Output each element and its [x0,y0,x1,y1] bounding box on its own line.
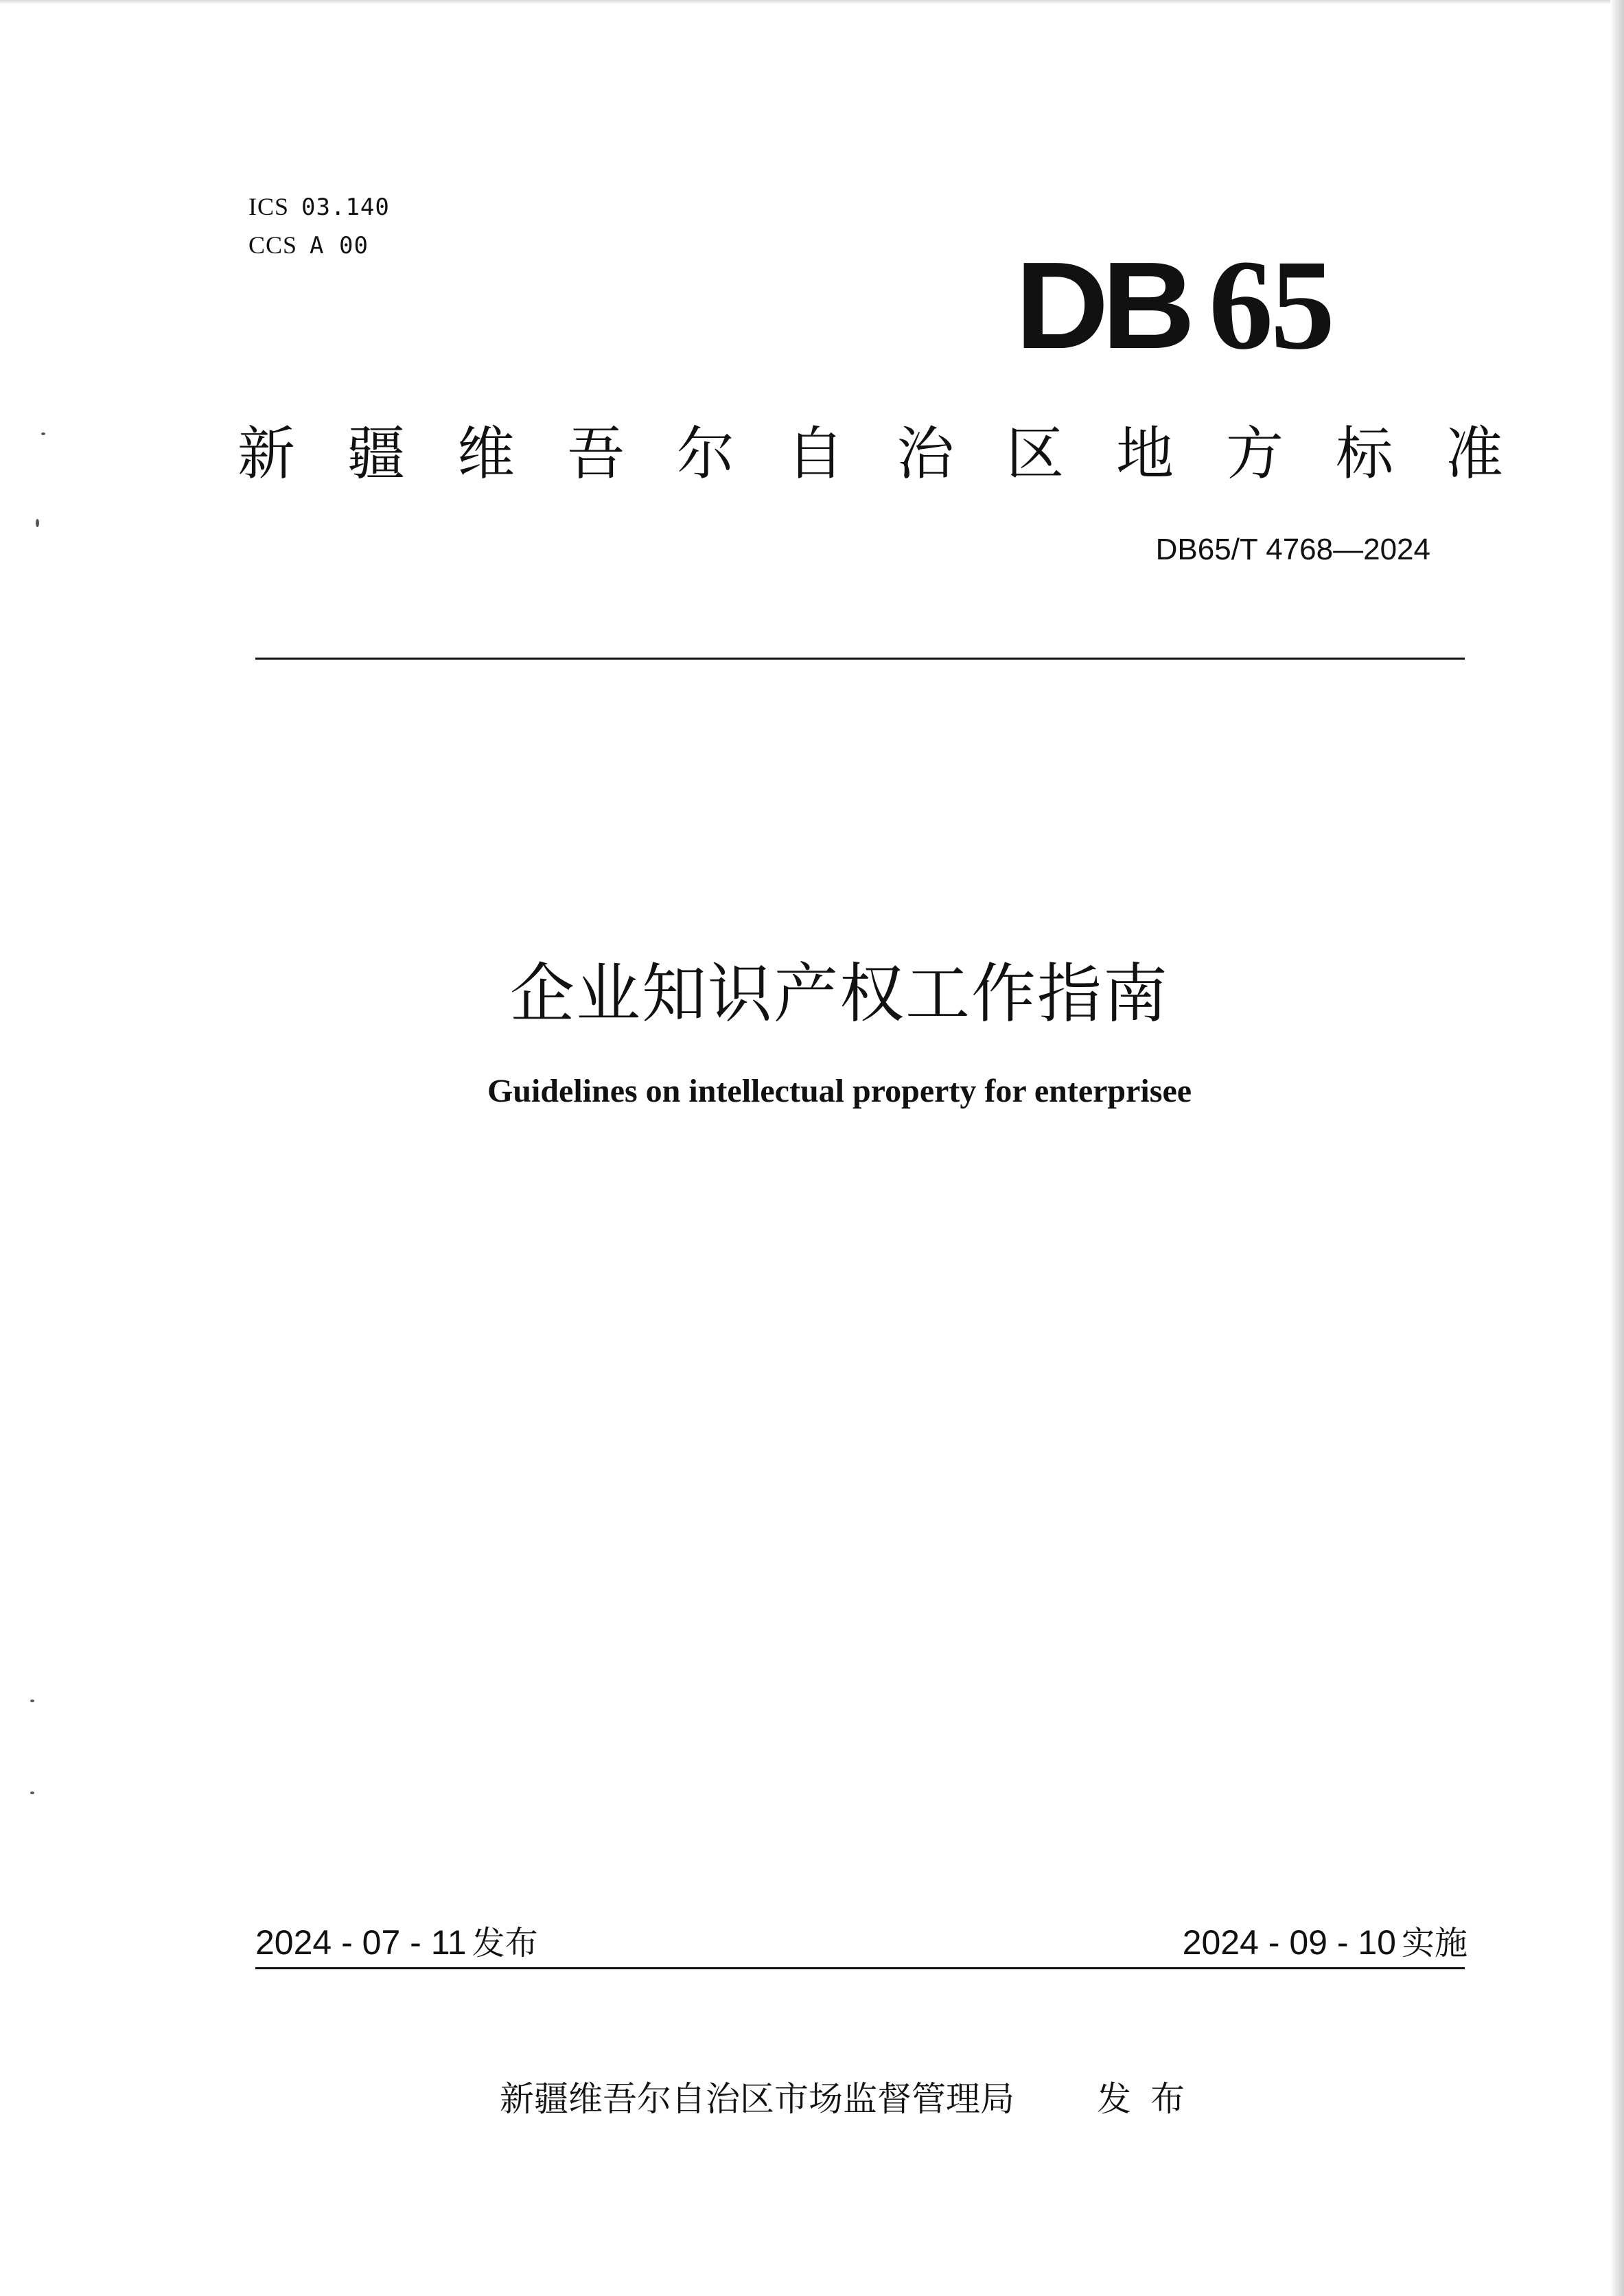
scan-speck [41,432,45,435]
publish-date-line [255,1916,538,1964]
ccs-code: A 00 [310,232,369,259]
scan-speck [36,519,39,527]
ics-label: ICS [248,193,290,220]
ccs-label: CCS [248,231,298,259]
scan-right-edge [1610,0,1624,2296]
bottom-divider [255,1967,1465,1969]
scan-speck [30,1700,34,1702]
document-title-chinese: 企业知识产权工作指南 [509,957,1169,1032]
scan-top-edge [0,0,1624,4]
scan-speck [30,1791,34,1794]
ics-classification [248,192,390,221]
db-logo-number: 65 [1208,233,1332,376]
effective-label: 实施 [1401,1924,1468,1962]
publisher-suffix: 发布 [1097,2079,1204,2119]
effective-date: 2024 - 09 - 10 [1182,1923,1396,1962]
publisher-name: 新疆维吾尔自治区市场监督管理局 [500,2079,1014,2119]
db65-logo [1015,233,1332,376]
standard-number: DB65/T 4768—2024 [1155,533,1430,566]
ics-code: 03.140 [301,194,390,221]
ccs-classification [248,231,369,259]
issuer-title: 新疆维吾尔自治区地方标准 [237,420,1556,487]
db-logo-prefix: DB [1015,237,1188,375]
effective-date-line [1183,1916,1468,1964]
top-divider [255,658,1465,660]
publish-date: 2024 - 07 - 11 [255,1923,467,1962]
publish-label: 发布 [472,1924,538,1962]
document-title-english: Guidelines on intellectual property for enterprisee [487,1073,1192,1109]
